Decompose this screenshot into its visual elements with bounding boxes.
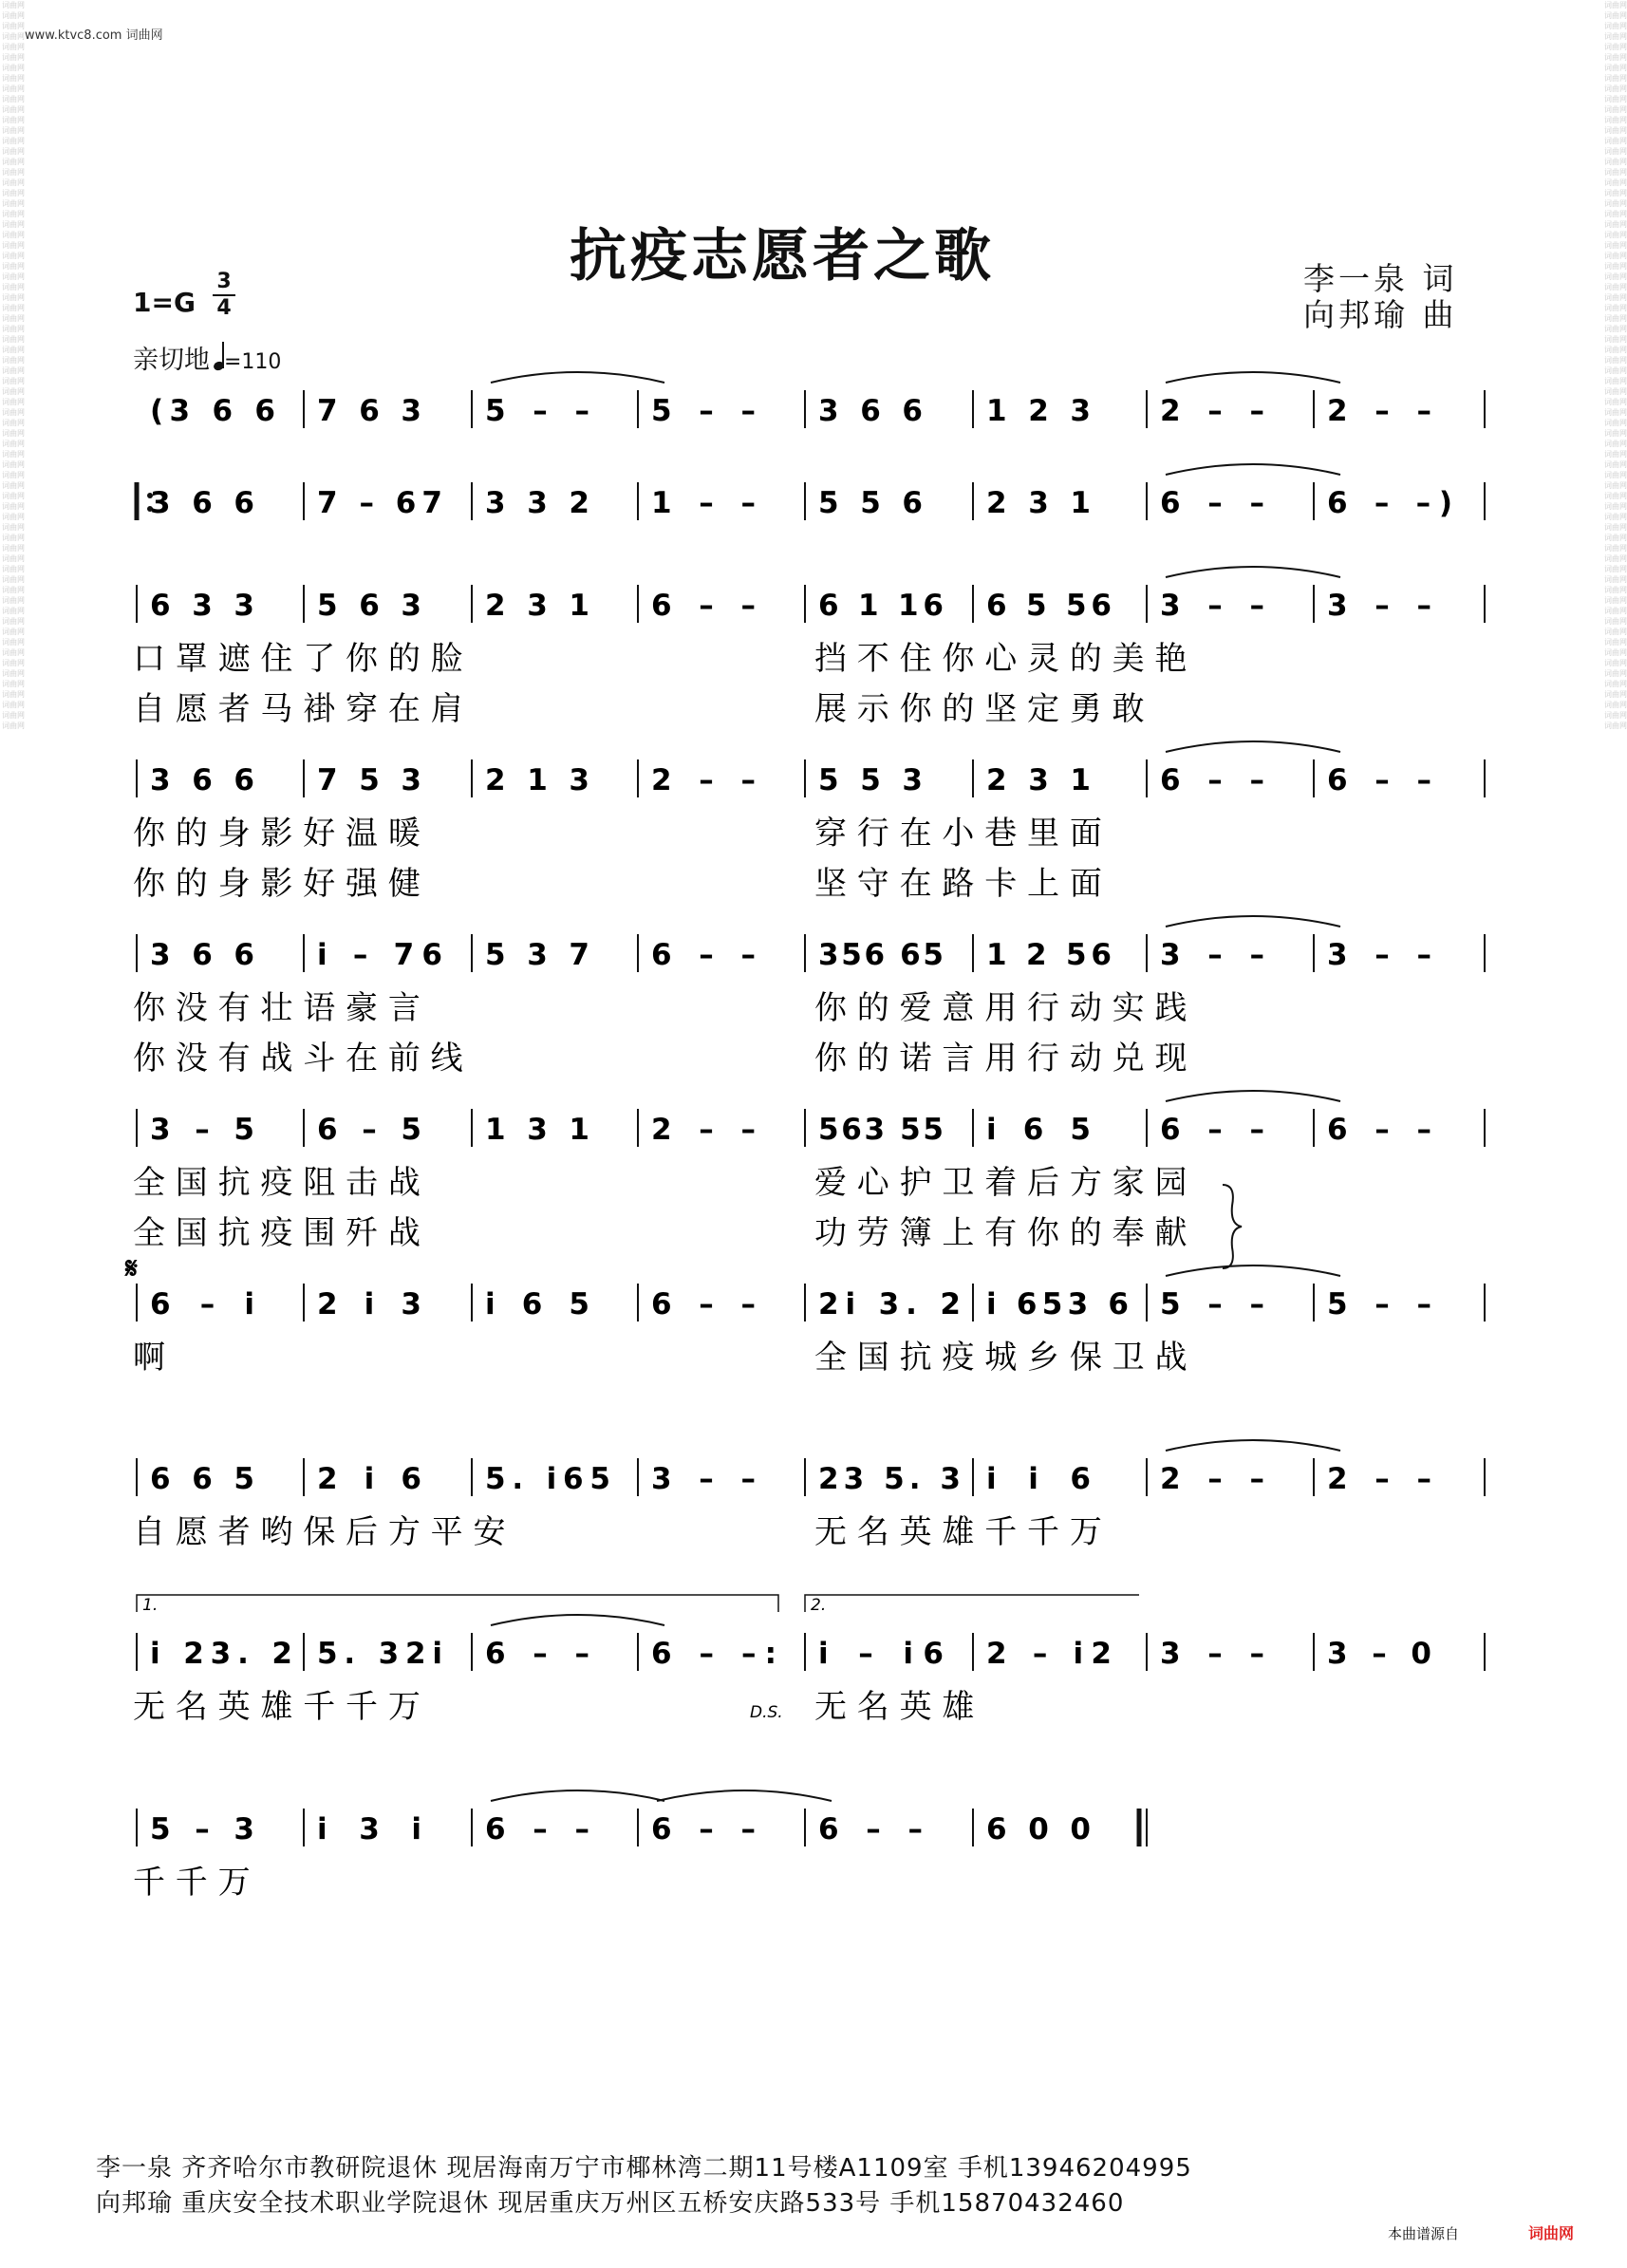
tie-arc <box>491 1615 664 1625</box>
measure-notes: 3 6 6 <box>150 938 254 972</box>
measure-notes: 2i 3. 2 <box>818 1287 961 1321</box>
measure-notes: 2 – – <box>651 763 756 797</box>
song-title: 抗疫志愿者之歌 <box>570 223 995 290</box>
lyric-line: 千 千 万 <box>133 1864 251 1902</box>
measure-notes: i – 76 <box>317 938 442 972</box>
measure-notes: 3 6 6 <box>150 763 254 797</box>
measure-notes: 5 – – <box>1160 1287 1264 1321</box>
measure-notes: i 6 5 <box>986 1113 1091 1147</box>
measure-notes: 6 – – <box>1327 763 1431 797</box>
measure-notes: i – i6 <box>818 1637 944 1671</box>
lyric-line: 你 的 爱 意 用 行 动 实 践 <box>814 989 1188 1027</box>
measure-notes: 2 i 6 <box>317 1462 421 1496</box>
measure-notes: 2 3 1 <box>986 763 1091 797</box>
lyric-line: 全 国 抗 疫 城 乡 保 卫 战 <box>814 1339 1188 1377</box>
measure-notes: 3 – 5 <box>150 1113 254 1147</box>
lyric-line-verse2: 自 愿 者 马 褂 穿 在 肩 <box>133 690 463 728</box>
measure-notes: 6 – – <box>1160 1113 1264 1147</box>
tie-arc <box>657 1790 832 1801</box>
tie-arc <box>1166 1265 1340 1276</box>
measure-notes: 6 – i <box>150 1287 254 1321</box>
measure-notes: 5 5 3 <box>818 763 923 797</box>
measure-notes: 6 – – <box>1327 1113 1431 1147</box>
tie-arc <box>491 1790 664 1801</box>
measure-notes: 5 – – <box>651 394 756 428</box>
measure-notes: 3 – – <box>1160 589 1264 623</box>
measure-notes: 6 5 56 <box>986 589 1112 623</box>
measure-notes: 3 – – <box>1327 938 1431 972</box>
measure-notes: 2 i 3 <box>317 1287 421 1321</box>
measure-notes: 6 – – <box>651 1812 756 1846</box>
measure-notes: 3 6 6 <box>150 486 254 520</box>
volta-label-1: 1. <box>142 1596 159 1615</box>
measure-notes: 5 – – <box>485 394 589 428</box>
lyric-line: 你 没 有 壮 语 豪 言 <box>133 989 421 1027</box>
measure-notes: 1 2 56 <box>986 938 1112 972</box>
measure-notes: 5 3 7 <box>485 938 589 972</box>
measure-notes: i 3 i <box>317 1812 421 1846</box>
measure-notes: 2 – – <box>1160 1462 1264 1496</box>
volta-label-2: 2. <box>811 1596 827 1615</box>
segno-sign: 𝄋 <box>125 1252 138 1285</box>
measure-notes: 7 6 3 <box>317 394 421 428</box>
measure-notes: 3 – – <box>1160 1637 1264 1671</box>
lyric-line: 无 名 英 雄 千 千 万 <box>133 1688 421 1726</box>
side-watermark-right: 词曲网 词曲网 词曲网 词曲网 词曲网 词曲网 词曲网 词曲网 词曲网 词曲网 词曲网 词曲网 词曲网 词曲网 词曲网 词曲网 词曲网 词曲网 词曲网 词曲网 词曲网 词曲网 词曲网 词曲网 词曲网 词曲网 词曲网 词曲网 词曲网 词曲网 词曲网 词曲网 词曲网 词曲网 词曲网 词曲网 词曲网 词曲网 词曲网 词曲网 词曲网 词曲网 词曲网 词曲网 词曲网 词曲网 词曲网 词曲网 词曲网 词曲网 词曲网 词曲网 词曲网 词曲网 词曲网 词曲网 词曲网 词曲网 词曲网 词曲网 词曲网 词曲网 词曲网 词曲网 词曲网 词曲网 词曲网 词曲网 词曲网 词曲网 <box>1604 1 1627 730</box>
measure-notes: 3 – – <box>651 1462 756 1496</box>
measure-notes: 2 – i2 <box>986 1637 1112 1671</box>
lyric-line: 口 罩 遮 住 了 你 的 脸 <box>133 640 463 678</box>
measure-notes: 3 – – <box>1160 938 1264 972</box>
measure-notes: 3 3 2 <box>485 486 589 520</box>
measure-notes: 1 – – <box>651 486 756 520</box>
measure-notes: 6 – – <box>651 589 756 623</box>
measure-notes: 6 0 0 <box>986 1812 1091 1846</box>
measure-notes: 6 – –: <box>651 1637 776 1671</box>
measure-notes: 2 – – <box>1327 1462 1431 1496</box>
measure-notes: 2 3 1 <box>485 589 589 623</box>
measure-notes: 6 – – <box>485 1812 589 1846</box>
measure-notes: 5. i65 <box>485 1462 610 1496</box>
time-signature: 3 4 <box>213 270 235 321</box>
tie-arc <box>1166 567 1340 577</box>
measure-notes: 6 – – <box>651 1287 756 1321</box>
measure-notes: 6 – – <box>1160 486 1264 520</box>
tie-arc <box>1166 916 1340 927</box>
lyric-line-verse2: 功 劳 簿 上 有 你 的 奉 献 <box>814 1214 1188 1252</box>
measure-notes: 7 5 3 <box>317 763 421 797</box>
tempo-marking: 亲切地 =110 <box>133 339 281 376</box>
lyric-line: 自 愿 者 哟 保 后 方 平 安 <box>133 1513 506 1551</box>
measure-notes: i 6 5 <box>485 1287 589 1321</box>
measure-notes: 2 – – <box>1160 394 1264 428</box>
footer-author-info-2: 向邦瑜 重庆安全技术职业学院退休 现居重庆万州区五桥安庆路533号 手机15870432460 <box>96 2189 1125 2218</box>
dal-segno-mark: D.S. <box>750 1703 783 1722</box>
measure-notes: 6 – –) <box>1327 486 1452 520</box>
measure-notes: 23 5. 3 <box>818 1462 961 1496</box>
measure-notes: 2 – – <box>651 1113 756 1147</box>
measure-notes: i i 6 <box>986 1462 1091 1496</box>
measure-notes: 5 5 6 <box>818 486 923 520</box>
measure-notes: 5 – 3 <box>150 1812 254 1846</box>
lyric-line: 啊 <box>133 1339 165 1377</box>
measure-notes: 6 3 3 <box>150 589 254 623</box>
measure-notes: 2 – – <box>1327 394 1431 428</box>
measure-notes: 6 – 5 <box>317 1113 421 1147</box>
lyric-line-verse2: 你 的 身 影 好 强 健 <box>133 865 421 903</box>
source-note: 本曲谱源自 <box>1388 2225 1460 2242</box>
lyric-line: 无 名 英 雄 千 千 万 <box>814 1513 1102 1551</box>
measure-notes: 1 2 3 <box>986 394 1091 428</box>
tie-arc <box>1166 372 1340 383</box>
measure-notes: 3 – 0 <box>1327 1637 1431 1671</box>
verse-brace <box>1223 1185 1242 1268</box>
measure-notes: 6 – – <box>1160 763 1264 797</box>
footer-author-info-1: 李一泉 齐齐哈尔市教研院退休 现居海南万宁市椰林湾二期11号楼A1109室 手机13946204995 <box>96 2154 1192 2183</box>
lyric-line-verse2: 坚 守 在 路 卡 上 面 <box>814 865 1102 903</box>
measure-notes: 5 – – <box>1327 1287 1431 1321</box>
lyric-line-verse2: 全 国 抗 疫 围 歼 战 <box>133 1214 421 1252</box>
measure-notes: 7 – 67 <box>317 486 442 520</box>
measure-notes: 563 55 <box>818 1113 944 1147</box>
site-url: www.ktvc8.com 词曲网 <box>25 28 163 43</box>
measure-notes: 6 1 16 <box>818 589 944 623</box>
lyric-line-verse2: 你 的 诺 言 用 行 动 兑 现 <box>814 1040 1188 1078</box>
lyric-line-verse2: 展 示 你 的 坚 定 勇 敢 <box>814 690 1145 728</box>
measure-notes: 6 – – <box>651 938 756 972</box>
measure-notes: 356 65 <box>818 938 944 972</box>
measure-notes: 6 – – <box>818 1812 923 1846</box>
measure-notes: 1 3 1 <box>485 1113 589 1147</box>
measure-notes: 5 6 3 <box>317 589 421 623</box>
side-watermark-left: 词曲网 词曲网 词曲网 词曲网 词曲网 词曲网 词曲网 词曲网 词曲网 词曲网 词曲网 词曲网 词曲网 词曲网 词曲网 词曲网 词曲网 词曲网 词曲网 词曲网 词曲网 词曲网 词曲网 词曲网 词曲网 词曲网 词曲网 词曲网 词曲网 词曲网 词曲网 词曲网 词曲网 词曲网 词曲网 词曲网 词曲网 词曲网 词曲网 词曲网 词曲网 词曲网 词曲网 词曲网 词曲网 词曲网 词曲网 词曲网 词曲网 词曲网 词曲网 词曲网 词曲网 词曲网 词曲网 词曲网 词曲网 词曲网 词曲网 词曲网 词曲网 词曲网 词曲网 词曲网 词曲网 词曲网 词曲网 词曲网 词曲网 词曲网 <box>2 1 25 730</box>
tie-arc <box>1166 1091 1340 1101</box>
lyricist-credit: 李一泉 词 <box>1303 260 1458 297</box>
tie-arc <box>1166 1440 1340 1451</box>
lyric-line: 你 的 身 影 好 温 暖 <box>133 815 421 853</box>
tie-arc <box>1166 741 1340 752</box>
composer-credit: 向邦瑜 曲 <box>1303 296 1458 333</box>
measure-notes: 6 – – <box>485 1637 589 1671</box>
site-logo: 词曲网 <box>1528 2224 1575 2242</box>
measure-notes: 2 1 3 <box>485 763 589 797</box>
volta-bracket-2 <box>805 1595 1139 1612</box>
lyric-line: 无 名 英 雄 <box>814 1688 975 1726</box>
lyric-line: 穿 行 在 小 巷 里 面 <box>814 815 1102 853</box>
measure-notes: 5. 32i <box>317 1637 442 1671</box>
tie-arc <box>491 372 664 383</box>
measure-notes: 2 3 1 <box>986 486 1091 520</box>
lyric-line-verse2: 你 没 有 战 斗 在 前 线 <box>133 1040 463 1078</box>
measure-notes: 3 6 6 <box>818 394 923 428</box>
measure-notes: 3 – – <box>1327 589 1431 623</box>
lyric-line: 挡 不 住 你 心 灵 的 美 艳 <box>814 640 1188 678</box>
lyric-line: 全 国 抗 疫 阻 击 战 <box>133 1164 421 1202</box>
tie-arc <box>1166 464 1340 475</box>
measure-notes: i 23. 2 <box>150 1637 292 1671</box>
measure-notes: (3 6 6 <box>150 394 275 428</box>
volta-bracket-1 <box>137 1595 778 1612</box>
key-signature: 1=G <box>133 287 196 318</box>
measure-notes: i 653 6 <box>986 1287 1129 1321</box>
lyric-line: 爱 心 护 卫 着 后 方 家 园 <box>814 1164 1188 1202</box>
measure-notes: 6 6 5 <box>150 1462 254 1496</box>
